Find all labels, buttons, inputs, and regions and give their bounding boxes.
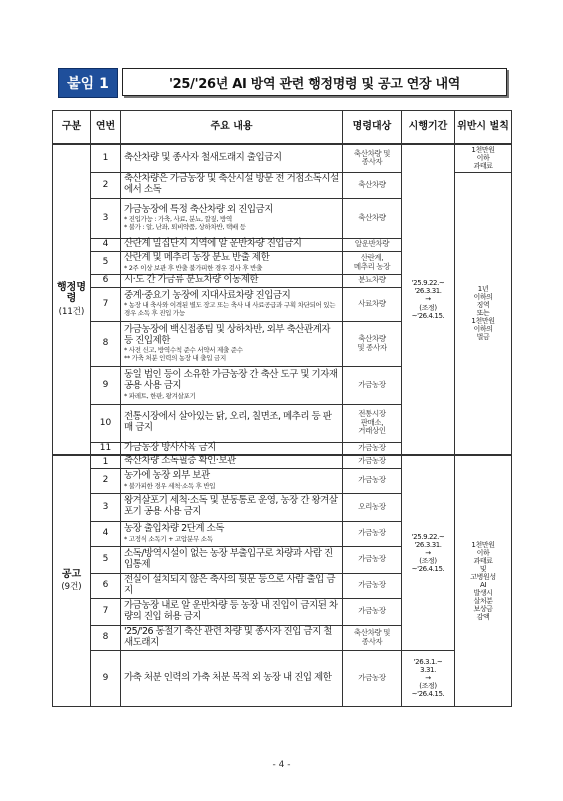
group-admin — [53, 144, 91, 455]
target-cell: 전통시장 판매소, 거래상인 — [343, 404, 402, 442]
row-number: 8 — [91, 625, 121, 650]
penalty-cell: 1년 이하의 징역 또는 1천만원 이하의 벌금 — [455, 172, 512, 455]
header-target: 명령대상 — [343, 111, 402, 145]
group-label: 행정명령 — [57, 281, 86, 305]
content-text: 산란계 및 메추리 농장 분뇨 반출 제한 — [124, 251, 270, 263]
penalty-cell: 1천만원 이하 과태료 — [455, 144, 512, 172]
content-cell — [121, 493, 343, 521]
content-text: 전실이 설치되지 않은 축사의 뒷문 등으로 사람 출입 금지 — [124, 573, 336, 596]
order-table — [52, 110, 512, 707]
content-cell — [121, 144, 343, 172]
row-number: 3 — [91, 493, 121, 521]
content-text: 농장 출입차량 2단계 소독 — [124, 522, 224, 534]
target-cell: 가금농장 — [343, 366, 402, 404]
target-cell: 가금농장 — [343, 521, 402, 546]
content-cell — [121, 198, 343, 238]
target-cell: 오리농장 — [343, 493, 402, 521]
header-content: 주요 내용 — [121, 111, 343, 145]
content-cell — [121, 274, 343, 287]
target-cell: 가금농장 — [343, 468, 402, 493]
content-text: 가금농장에 특정 축산차량 외 진입금지 — [124, 203, 273, 215]
target-cell: 가금농장 — [343, 573, 402, 598]
group-label: 공고 — [61, 568, 82, 580]
header-penalty: 위반시 벌칙 — [455, 111, 512, 145]
row-number: 10 — [91, 404, 121, 442]
target-cell: 알운반차량 — [343, 238, 402, 251]
content-text: 산란계 밀집단지 지역에 알 운반차량 진입금지 — [124, 238, 302, 250]
content-note: * 고정식 소독기 + 고압분무 소독 — [124, 534, 213, 543]
content-cell — [121, 598, 343, 625]
content-text: 동일 법인 등이 소유한 가금농장 간 축산 도구 및 기자재 공용 사용 금지 — [124, 368, 338, 391]
table-row — [53, 650, 512, 706]
content-text: 소독/방역시설이 없는 농장 부출입구로 차량과 사람 진입통제 — [124, 547, 333, 570]
content-cell — [121, 468, 343, 493]
content-cell — [121, 404, 343, 442]
target-cell: 가금농장 — [343, 455, 402, 468]
target-cell: 축산차량 및 종사자 — [343, 144, 402, 172]
period-cell: '25.9.22.~ '26.3.31. → (조정) ~'26.4.15. — [402, 455, 455, 650]
content-text: 축산차량 소독필증 확인·보관 — [124, 455, 236, 467]
content-text: 가금농장에 백신접종팀 및 상하차반, 외부 축산관계자 등 진입제한 — [124, 323, 331, 346]
target-cell: 사료차량 — [343, 287, 402, 321]
content-cell — [121, 251, 343, 274]
content-text: 가축 처분 인력의 가축 처분 목적 외 농장 내 진입 제한 — [124, 671, 332, 683]
row-number: 1 — [91, 455, 121, 468]
table-row — [53, 144, 512, 172]
group-count: (9건) — [61, 582, 82, 593]
row-number: 1 — [91, 144, 121, 172]
content-cell — [121, 172, 343, 198]
content-note: * 진입가능 : 가축, 사료, 분뇨, 깔짚, 방역 * 불가 : 알, 난좌, 퇴비약품, 상하차반, 택배 등 — [124, 215, 246, 231]
content-note: * 불가피한 경우 세척·소독 후 반입 — [124, 481, 216, 490]
content-text: 시·도 간 가금류 분뇨차량 이동제한 — [124, 274, 259, 286]
content-text: 왕겨살포기 세척·소독 및 분동통로 운영, 농장 간 왕겨살포기 공용 사용 금지 — [124, 495, 338, 517]
row-number: 6 — [91, 274, 121, 287]
target-cell: 축산차량 — [343, 198, 402, 238]
row-number: 4 — [91, 238, 121, 251]
content-cell — [121, 238, 343, 251]
attachment-badge: 붙임 1 — [58, 68, 118, 98]
period-cell: '25.9.22.~ '26.3.31. → (조정) ~'26.4.15. — [402, 144, 455, 455]
content-note: * 2주 이상 보관 후 반출 불가피한 경우 검사 후 반출 — [124, 263, 263, 272]
target-cell: 가금농장 — [343, 650, 402, 706]
target-cell: 가금농장 — [343, 546, 402, 573]
target-cell: 가금농장 — [343, 598, 402, 625]
row-number: 6 — [91, 573, 121, 598]
period-cell: '26.3.1.~ 3.31. → (조정) ~'26.4.15. — [402, 650, 455, 706]
content-text: 가금농장 내로 알 운반차량 등 농장 내 진입이 금지된 차량의 진입 허용 금지 — [124, 599, 338, 622]
row-number: 8 — [91, 321, 121, 366]
content-cell — [121, 287, 343, 321]
target-cell: 분뇨차량 — [343, 274, 402, 287]
group-count: (11건) — [58, 306, 85, 317]
content-text: 가금농장 방사사육 금지 — [124, 441, 216, 453]
content-cell — [121, 546, 343, 573]
target-cell: 산란계, 메추리 농장 — [343, 251, 402, 274]
content-cell — [121, 573, 343, 598]
row-number: 9 — [91, 366, 121, 404]
row-number: 3 — [91, 198, 121, 238]
content-text: '25/'26 동절기 축산 관련 차량 및 종사자 진입 금지 철새도래지 — [124, 625, 332, 648]
content-note: * 파레트, 한판, 왕겨살포기 — [124, 391, 196, 400]
content-text: 축산차량 및 종사자 철새도래지 출입금지 — [124, 151, 282, 163]
document-title: '25/'26년 AI 방역 관련 행정명령 및 공고 연장 내역 — [122, 68, 507, 96]
target-cell: 가금농장 — [343, 442, 402, 455]
table-row — [53, 455, 512, 468]
row-number: 7 — [91, 287, 121, 321]
page-title — [58, 68, 508, 98]
header-number: 연번 — [91, 111, 121, 145]
row-number: 4 — [91, 521, 121, 546]
content-cell — [121, 366, 343, 404]
page-number: - 4 - — [272, 760, 291, 770]
table-header-row — [53, 111, 512, 145]
row-number: 9 — [91, 650, 121, 706]
content-cell — [121, 455, 343, 468]
table-body — [53, 144, 512, 706]
target-cell: 축산차량 및 종사자 — [343, 321, 402, 366]
content-cell — [121, 442, 343, 455]
header-category: 구분 — [53, 111, 91, 145]
penalty-cell: 1천만원 이하 과태료 및 고병원성 AI 발생시 살처분 보상금 감액 — [455, 455, 512, 706]
row-number: 5 — [91, 546, 121, 573]
content-cell — [121, 521, 343, 546]
content-cell — [121, 625, 343, 650]
content-text: 중계·중요기 농장에 지대사료차량 진입금지 — [124, 289, 291, 301]
row-number: 5 — [91, 251, 121, 274]
target-cell: 축산차량 — [343, 172, 402, 198]
content-text: 축산차량은 가금농장 및 축산시설 방문 전 거점소독시설에서 소독 — [124, 173, 339, 195]
content-cell — [121, 321, 343, 366]
header-period: 시행기간 — [402, 111, 455, 145]
row-number: 7 — [91, 598, 121, 625]
content-note: * 농장 내 축사와 이격된 별도 장고 또는 축사 내 사료공급과 구획 차단되어 있는 경우 소독 후 진입 가능 — [124, 301, 336, 317]
content-note: * 사전 신고, 방역수칙 준수 서약서 제출 준수 ** 가축 처분 인력의 농장 내 출입 금지 — [124, 346, 243, 362]
content-text: 농가에 농장 외부 보관 — [124, 469, 210, 481]
row-number: 2 — [91, 468, 121, 493]
group-notice — [53, 455, 91, 706]
row-number: 2 — [91, 172, 121, 198]
content-cell — [121, 650, 343, 706]
content-text: 전통시장에서 살아있는 닭, 오리, 칠면조, 메추리 등 판매 금지 — [124, 411, 332, 433]
row-number: 11 — [91, 442, 121, 455]
target-cell: 축산차량 및 종사자 — [343, 625, 402, 650]
